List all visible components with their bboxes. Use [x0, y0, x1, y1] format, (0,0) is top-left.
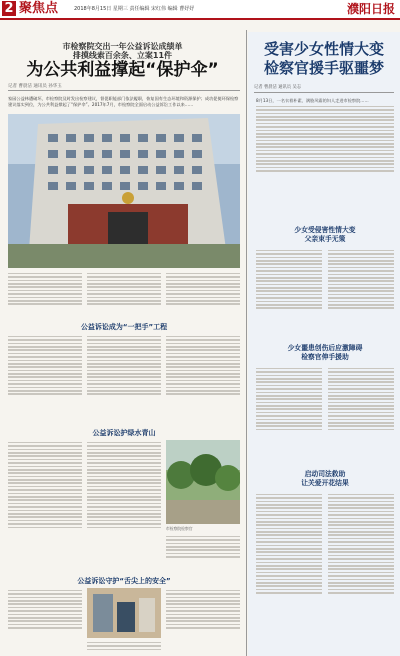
left-text-block	[87, 271, 161, 321]
left-text-block	[8, 588, 82, 654]
kicker-line-1: 市检察院交出一年公益诉讼成绩单	[62, 42, 183, 51]
right-subhead-2: 少女噩患创伤后应激障碍 检察官伸手援助	[287, 344, 363, 361]
inspection-photo	[87, 588, 161, 638]
right-subhead-1: 少女受侵害性情大变 父亲束手无策	[294, 226, 356, 243]
left-text-block	[8, 271, 82, 321]
left-text-block	[8, 334, 82, 426]
right-text-block	[328, 492, 394, 652]
right-headline	[250, 40, 398, 78]
left-byline: 记者 曹晨洁 通讯员 孙华玉	[8, 84, 62, 89]
right-headline-line-1: 受害少女性情大变	[263, 40, 384, 58]
forest-photo	[166, 440, 240, 524]
masthead-logo: 濮阳日报	[346, 2, 395, 16]
left-text-block	[166, 334, 240, 426]
right-byline: 记者 曹晨洁 通讯员 吴志	[254, 85, 302, 90]
left-text-block	[8, 440, 82, 574]
column-divider	[246, 30, 247, 656]
divider	[254, 92, 394, 93]
kicker-line-2: 排摸线索百余条、立案11件	[72, 51, 173, 60]
left-text-block	[87, 334, 161, 426]
left-text-block	[166, 534, 240, 574]
left-text-block	[166, 271, 240, 321]
left-subhead-1: 公益诉讼成为“一把手”工程	[80, 323, 168, 331]
small-photo-caption: 市检察院检察官	[166, 526, 193, 531]
right-text-block	[328, 366, 394, 466]
left-subhead-3: 公益诉讼守护“舌尖上的安全”	[77, 577, 171, 585]
left-text-block	[87, 440, 161, 574]
right-text-block	[328, 248, 394, 340]
issue-meta: 2018年8月15日 星期三 责任编辑 宋红伟 编辑 曹妤妤	[74, 6, 195, 12]
left-subhead-2: 公益诉讼护绿水青山	[92, 429, 156, 437]
right-text-block	[256, 492, 322, 652]
divider	[8, 90, 240, 91]
left-text-block	[166, 588, 240, 654]
left-headline: 为公共利益撑起“保护伞”	[26, 60, 219, 80]
procuratorate-building-photo	[8, 114, 240, 268]
kicker	[0, 42, 245, 60]
right-text-block	[256, 366, 322, 466]
right-intro-text: 8月13日，一名衣着朴素、满脸风霜的妇人走进市检察院……	[256, 98, 369, 103]
page-header	[0, 0, 400, 20]
left-lead-paragraph: 家园公益林遭破坏，市检察院及时发出检察建议，督促职能部门依法履职，恢复国有生态环境和资源保护；成功促使环保检察建议落实到位，为公共利益撑起了“保护伞”。2017年7月，市检察院全面启动公益诉讼工作以来……	[8, 96, 239, 108]
right-headline-line-2: 检察官援手驱噩梦	[263, 59, 384, 77]
page-number: 2	[2, 1, 16, 16]
right-intro	[256, 98, 394, 222]
left-text-block	[87, 640, 161, 654]
right-text-block	[256, 248, 322, 340]
section-title: 聚焦点	[19, 1, 59, 16]
right-subhead-3: 启动司法救助 让关爱开花结果	[301, 470, 349, 487]
